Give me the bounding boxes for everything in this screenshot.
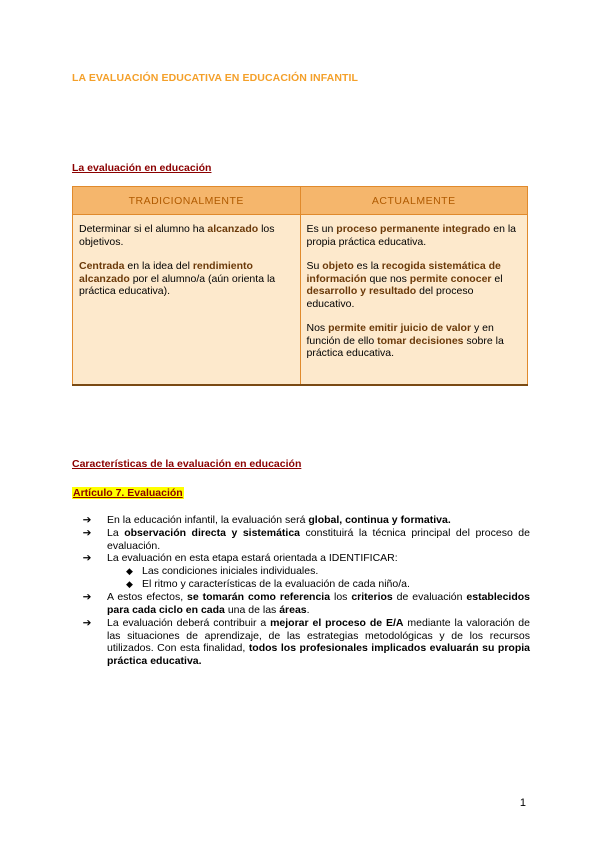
section-heading-caracteristicas: Características de la evaluación en educación (72, 458, 302, 470)
table-cell-tradicional (73, 215, 301, 386)
sub-list-item: ◆ Las condiciones iniciales individuales. (126, 565, 319, 578)
table-cell-actual (300, 215, 528, 386)
list-item: ➔ La observación directa y sistemática constituirá la técnica principal del proceso de evaluación. (80, 527, 530, 553)
arrow-right-icon: ➔ (82, 591, 92, 604)
list-item: ➔ La evaluación en esta etapa estará orientada a IDENTIFICAR: ◆ Las condiciones iniciales individuales. ◆ El ritmo y características de la evaluación de cada niño/a. (80, 552, 530, 591)
sub-bullet-list (107, 565, 530, 591)
arrow-right-icon: ➔ (82, 526, 92, 539)
page-number: 1 (519, 797, 526, 809)
arrow-right-icon: ➔ (82, 552, 92, 565)
section-heading-evaluacion: La evaluación en educación (72, 162, 212, 174)
arrow-right-icon: ➔ (82, 616, 92, 629)
document-title: LA EVALUACIÓN EDUCATIVA EN EDUCACIÓN INFANTIL (72, 72, 359, 84)
cell-paragraph: Es un proceso permanente integrado en la propia práctica educativa. (306, 223, 517, 248)
article-heading: Artículo 7. Evaluación (73, 487, 183, 499)
diamond-icon: ◆ (126, 579, 133, 590)
cell-paragraph: Nos permite emitir juicio de valor y en función de ello tomar decisiones sobre la práctica educativa. (306, 322, 504, 359)
table-header-tradicional: TRADICIONALMENTE (73, 187, 301, 215)
cell-paragraph: Determinar si el alumno ha alcanzado los objetivos. (79, 223, 275, 248)
list-item: ➔ En la educación infantil, la evaluación será global, continua y formativa. (80, 514, 530, 527)
list-item: ➔ A estos efectos, se tomarán como referencia los criterios de evaluación establecidos para cada ciclo en cada una de las áreas. (80, 591, 530, 617)
cell-paragraph: Su objeto es la recogida sistemática de información que nos permite conocer el desarrollo y resultado del proceso educativo. (306, 260, 503, 310)
comparison-table (72, 186, 528, 386)
table-header-actual: ACTUALMENTE (300, 187, 528, 215)
list-item: ➔ La evaluación deberá contribuir a mejorar el proceso de E/A mediante la valoración de las situaciones de aprendizaje, de las estrategias metodológicas y de los recursos utilizados. Con esta finalidad, todos los profesionales implicados evaluarán su propia práctica educativa. (80, 617, 530, 668)
sub-list-item: ◆ El ritmo y características de la evaluación de cada niño/a. (126, 578, 410, 591)
cell-paragraph: Centrada en la idea del rendimiento alcanzado por el alumno/a (aún orienta la práctica educativa). (79, 260, 276, 297)
arrow-right-icon: ➔ (82, 514, 92, 526)
evaluation-bullet-list (80, 514, 530, 668)
diamond-icon: ◆ (126, 566, 133, 577)
